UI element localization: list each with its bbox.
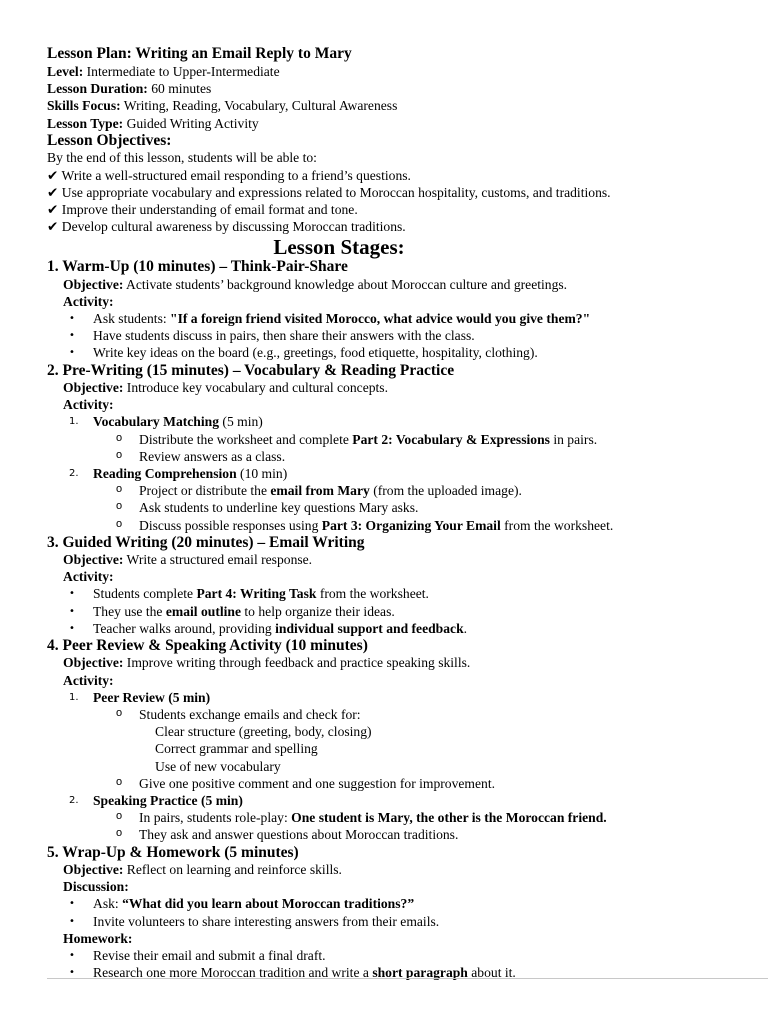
section-1-heading: 1. Warm-Up (10 minutes) – Think-Pair-Share (47, 258, 348, 276)
item-title: Speaking Practice (5 min) (93, 793, 243, 808)
sub-item (47, 517, 768, 534)
objective-label: Objective: (63, 861, 124, 877)
list-item (47, 895, 768, 912)
objective-item: ✔ Use appropriate vocabulary and expressions related to Moroccan hospitality, customs, and traditions. (47, 184, 611, 200)
sub-item-text: from the worksheet. (500, 517, 614, 533)
sub-item-text: Distribute the worksheet and complete (139, 431, 353, 447)
list-item-text: Teacher walks around, providing (93, 620, 276, 636)
list-item (47, 310, 768, 327)
list-item-bold: short paragraph (372, 965, 468, 981)
item-title: Peer Review (5 min) (93, 689, 211, 705)
list-item-text: They use the (93, 603, 166, 619)
section-2-objective (47, 379, 768, 396)
list-item: • Have students discuss in pairs, then share their answers with the class. (47, 327, 768, 344)
numbered-item (47, 792, 768, 809)
checklist-item: Use of new vocabulary (155, 758, 281, 774)
list-item-text: from the worksheet. (316, 586, 429, 602)
numbered-item (47, 465, 768, 482)
sub-item-bold: Part 3: Organizing Your Email (321, 517, 501, 533)
objective-item: ✔ Write a well-structured email responding to a friend’s questions. (47, 167, 411, 183)
list-item-text: to help organize their ideas. (241, 603, 395, 619)
footer-divider (47, 978, 768, 979)
item-number: 1. (69, 416, 79, 428)
meta-value: Writing, Reading, Vocabulary, Cultural Awareness (120, 98, 398, 114)
meta-duration (47, 80, 768, 97)
activity-label: Activity: (63, 569, 114, 585)
meta-label: Skills Focus: (47, 98, 121, 114)
section-5-heading: 5. Wrap-Up & Homework (5 minutes) (47, 843, 299, 861)
sub-item: o They ask and answer questions about Moroccan traditions. (47, 826, 768, 843)
objective-label: Objective: (63, 655, 124, 671)
section-1-objective (47, 276, 768, 293)
meta-label: Level: (47, 64, 84, 79)
list-item (47, 603, 768, 620)
objectives-heading: Lesson Objectives: (47, 131, 172, 149)
list-item-text: about it. (467, 965, 516, 981)
sub-item (47, 482, 768, 499)
item-number: 2. (69, 467, 79, 479)
meta-value: Guided Writing Activity (123, 115, 259, 131)
meta-skills (47, 97, 768, 114)
stages-heading: Lesson Stages: (273, 235, 405, 260)
lesson-plan-document (47, 44, 768, 981)
activity-label: Activity: (63, 672, 114, 688)
list-item: • Write key ideas on the board (e.g., greetings, food etiquette, hospitality, clothing). (47, 344, 768, 361)
section-2-heading: 2. Pre-Writing (15 minutes) – Vocabulary & Reading Practice (47, 361, 455, 379)
list-item-text: Ask students: (93, 311, 171, 327)
list-item (47, 585, 768, 602)
discussion-label: Discussion: (63, 879, 129, 895)
section-3-heading: 3. Guided Writing (20 minutes) – Email Writing (47, 533, 365, 551)
list-item-text: . (463, 620, 468, 636)
objective-label: Objective: (63, 276, 124, 292)
sub-item: o Review answers as a class. (47, 448, 768, 465)
sub-item-text: (from the uploaded image). (369, 483, 522, 499)
objective-label: Objective: (63, 552, 124, 568)
item-number: 1. (69, 691, 79, 703)
objectives-intro: By the end of this lesson, students will be able to: (47, 150, 317, 166)
sub-item: o Give one positive comment and one suggestion for improvement. (47, 775, 768, 792)
sub-item (47, 431, 768, 448)
sub-item-text: in pairs. (549, 431, 598, 447)
meta-label: Lesson Type: (47, 115, 124, 131)
activity-label: Activity: (63, 293, 114, 309)
sub-item-bold: One student is Mary, the other is the Moroccan friend. (291, 810, 607, 826)
list-item: • Revise their email and submit a final draft. (47, 947, 768, 964)
numbered-item (47, 689, 768, 706)
objective-item: ✔ Develop cultural awareness by discussing Moroccan traditions. (47, 219, 406, 235)
sub-item: o Ask students to underline key questions Mary asks. (47, 499, 768, 516)
section-4-heading: 4. Peer Review & Speaking Activity (10 minutes) (47, 637, 368, 655)
activity-label: Activity: (63, 397, 114, 413)
sub-item-bold: email from Mary (270, 483, 370, 499)
list-item-bold: individual support and feedback (275, 620, 464, 636)
sub-item (47, 809, 768, 826)
list-item-bold: "If a foreign friend visited Morocco, what advice would you give them?" (170, 311, 591, 327)
document-title: Lesson Plan: Writing an Email Reply to Mary (47, 45, 352, 62)
numbered-item (47, 413, 768, 430)
meta-label: Lesson Duration: (47, 81, 148, 97)
list-item-bold: email outline (165, 603, 241, 619)
item-duration: (5 min) (219, 414, 263, 430)
item-number: 2. (69, 795, 79, 806)
sub-item: o Students exchange emails and check for: (47, 706, 768, 723)
list-item-text: Research one more Moroccan tradition and write a (93, 965, 373, 981)
sub-item-bold: Part 2: Vocabulary & Expressions (352, 431, 550, 447)
objective-label: Objective: (63, 379, 124, 395)
meta-value: 60 minutes (147, 81, 212, 97)
list-item (47, 620, 768, 637)
item-title: Reading Comprehension (93, 465, 237, 481)
objective-text: Introduce key vocabulary and cultural concepts. (123, 379, 388, 395)
objective-item: ✔ Improve their understanding of email format and tone. (47, 201, 358, 217)
list-item: • Invite volunteers to share interesting answers from their emails. (47, 913, 768, 930)
sub-item-text: In pairs, students role-play: (139, 810, 292, 826)
objective-text: Improve writing through feedback and practice speaking skills. (123, 655, 471, 671)
meta-value: Intermediate to Upper-Intermediate (83, 64, 280, 79)
checklist-item: Correct grammar and spelling (155, 741, 318, 757)
objective-text: Reflect on learning and reinforce skills. (123, 861, 342, 877)
list-item-text: Ask: (93, 896, 123, 912)
list-item-text: Students complete (93, 586, 197, 602)
meta-type (47, 115, 768, 132)
list-item-bold: “What did you learn about Moroccan traditions?” (122, 896, 415, 912)
sub-item-text: Project or distribute the (139, 483, 271, 499)
meta-level (47, 63, 768, 80)
section-3-objective (47, 551, 768, 568)
item-duration: (10 min) (236, 465, 288, 481)
objective-text: Write a structured email response. (123, 552, 313, 568)
objective-text: Activate students’ background knowledge about Moroccan culture and greetings. (123, 276, 568, 292)
item-title: Vocabulary Matching (93, 414, 220, 430)
homework-label: Homework: (63, 930, 133, 946)
sub-item-text: Discuss possible responses using (139, 517, 322, 533)
list-item-bold: Part 4: Writing Task (196, 586, 317, 602)
checklist-item: Clear structure (greeting, body, closing) (155, 724, 372, 740)
section-4-objective (47, 654, 768, 671)
section-5-objective (47, 861, 768, 878)
